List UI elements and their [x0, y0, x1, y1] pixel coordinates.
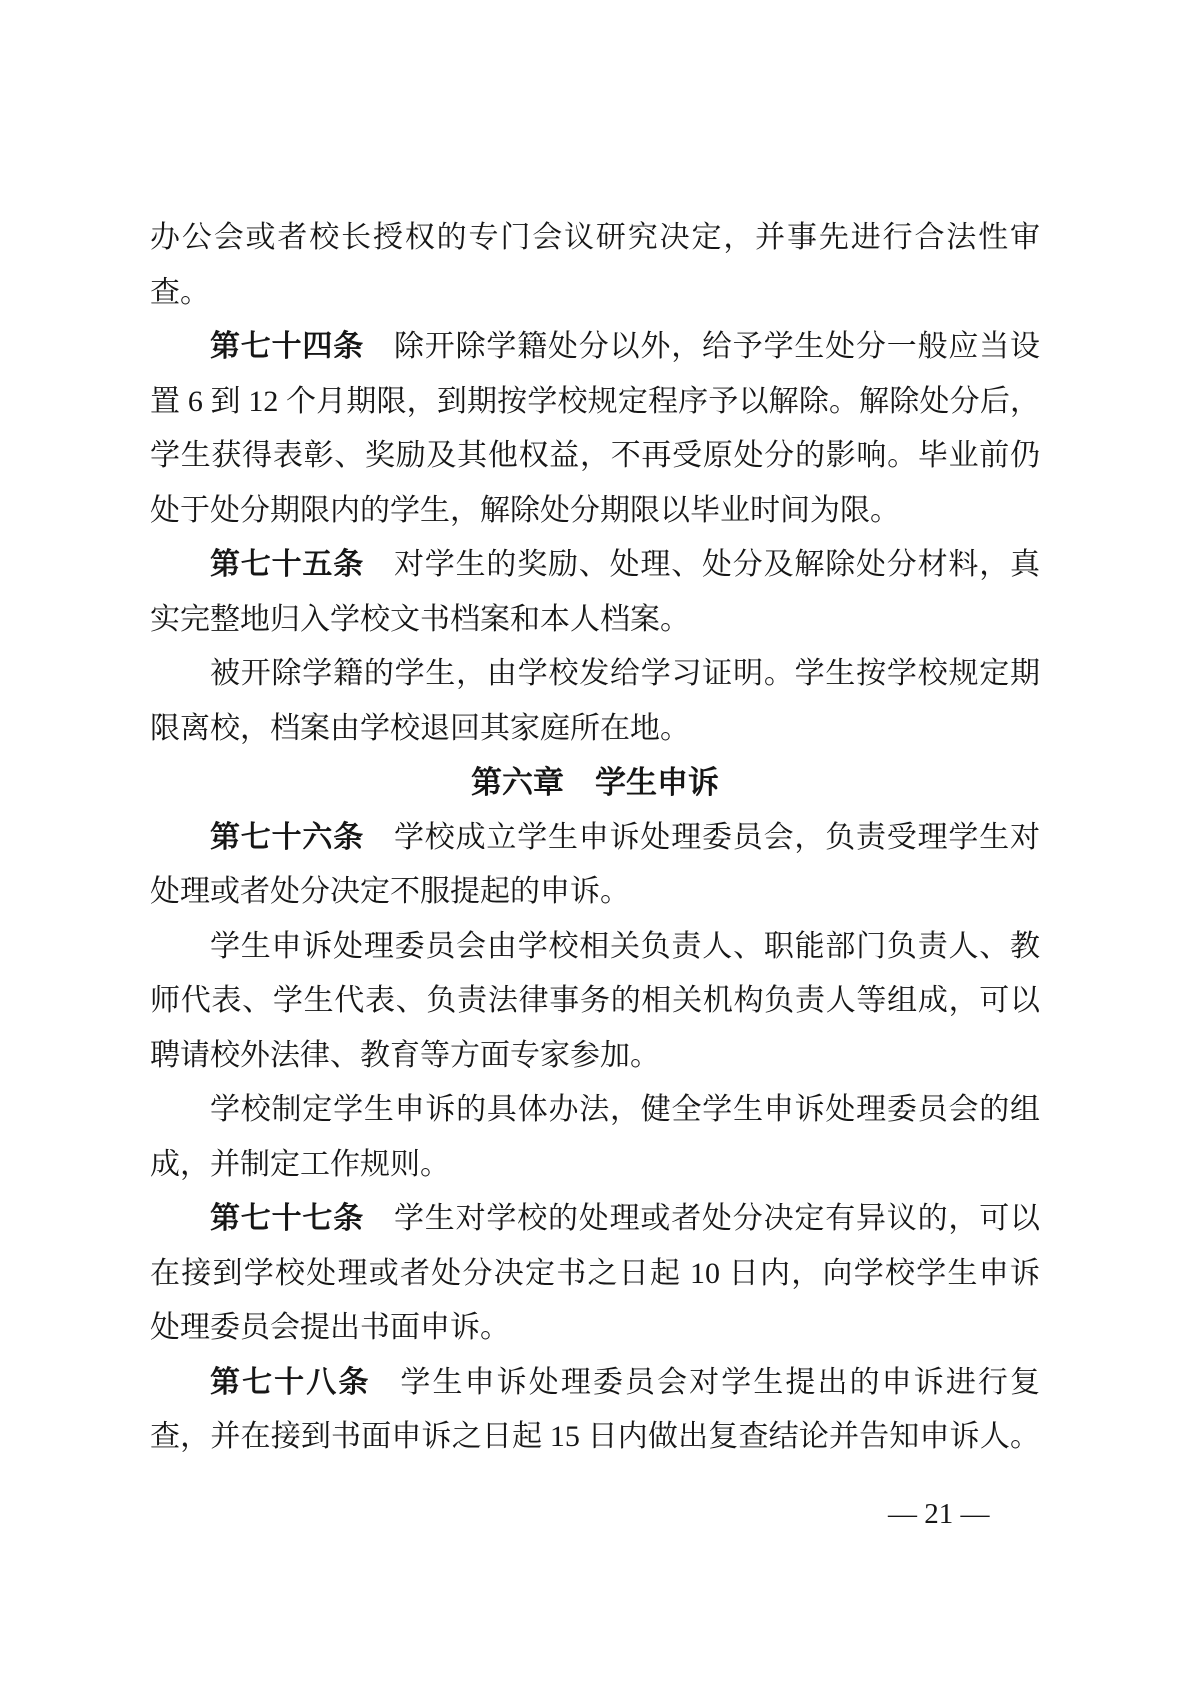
text-line	[150, 484, 1040, 539]
line-text: 学校成立学生申诉处理委员会，负责受理学生对	[394, 820, 1040, 854]
line-text: 实完整地归入学校文书档案和本人档案。	[150, 602, 690, 636]
article-78-line	[150, 1356, 1040, 1411]
line-text: 查。	[150, 275, 210, 309]
article-77-number: 第七十七条	[210, 1202, 364, 1235]
article-74-line	[150, 320, 1040, 375]
article-77-line	[150, 1192, 1040, 1247]
text-line	[150, 1410, 1040, 1465]
article-75-line	[150, 538, 1040, 593]
text-line	[150, 702, 1040, 757]
line-text: 聘请校外法律、教育等方面专家参加。	[150, 1038, 660, 1072]
line-text: 对学生的奖励、处理、处分及解除处分材料，真	[394, 548, 1040, 581]
line-text: 学生获得表彰、奖励及其他权益，不再受原处分的影响。毕业前仍	[150, 439, 1040, 472]
text-line	[150, 429, 1040, 484]
text-line	[150, 266, 1040, 321]
text-block	[150, 211, 1040, 1465]
line-text: 处理委员会提出书面申诉。	[150, 1311, 510, 1344]
line-text: 除开除学籍处分以外，给予学生处分一般应当设	[394, 330, 1040, 363]
text-line	[150, 1247, 1040, 1302]
line-text: 办公会或者校长授权的专门会议研究决定，并事先进行合法性审	[150, 221, 1040, 254]
line-text: 限离校，档案由学校退回其家庭所在地。	[150, 711, 690, 745]
page-number: — 21 —	[888, 1498, 990, 1530]
line-text: 学生对学校的处理或者处分决定有异议的，可以	[394, 1202, 1040, 1235]
line-text: 学生申诉处理委员会对学生提出的申诉进行复	[400, 1365, 1041, 1399]
text-line	[150, 375, 1040, 430]
chapter-heading	[150, 756, 1040, 811]
line-text: 置 6 到 12 个月期限，到期按学校规定程序予以解除。解除处分后，	[150, 384, 1040, 418]
text-line	[150, 1301, 1040, 1356]
text-line	[150, 647, 1040, 702]
line-text: 处理或者处分决定不服提起的申诉。	[150, 875, 630, 908]
article-78-number: 第七十八条	[210, 1365, 371, 1399]
line-text: 成，并制定工作规则。	[150, 1147, 450, 1181]
text-line	[150, 920, 1040, 975]
line-text: 师代表、学生代表、负责法律事务的相关机构负责人等组成，可以	[150, 984, 1040, 1017]
article-74-number: 第七十四条	[210, 330, 364, 363]
text-line	[150, 865, 1040, 920]
line-text: 查，并在接到书面申诉之日起 15 日内做出复查结论并告知申诉人。	[150, 1420, 1040, 1453]
line-text: 处于处分期限内的学生，解除处分期限以毕业时间为限。	[150, 493, 900, 527]
text-line	[150, 1029, 1040, 1084]
text-line	[150, 974, 1040, 1029]
chapter-title: 学生申诉	[595, 765, 719, 800]
chapter-number: 第六章	[471, 765, 564, 800]
text-line	[150, 1083, 1040, 1138]
text-line	[150, 211, 1040, 266]
article-76-line	[150, 811, 1040, 866]
text-line	[150, 1138, 1040, 1193]
article-75-number: 第七十五条	[210, 548, 364, 581]
line-text: 在接到学校处理或者处分决定书之日起 10 日内，向学校学生申诉	[150, 1256, 1040, 1290]
text-line	[150, 593, 1040, 648]
line-text: 被开除学籍的学生，由学校发给学习证明。学生按学校规定期	[210, 657, 1040, 690]
line-text: 学生申诉处理委员会由学校相关负责人、职能部门负责人、教	[210, 929, 1040, 963]
article-76-number: 第七十六条	[210, 820, 364, 854]
line-text: 学校制定学生申诉的具体办法，健全学生申诉处理委员会的组	[210, 1093, 1040, 1126]
